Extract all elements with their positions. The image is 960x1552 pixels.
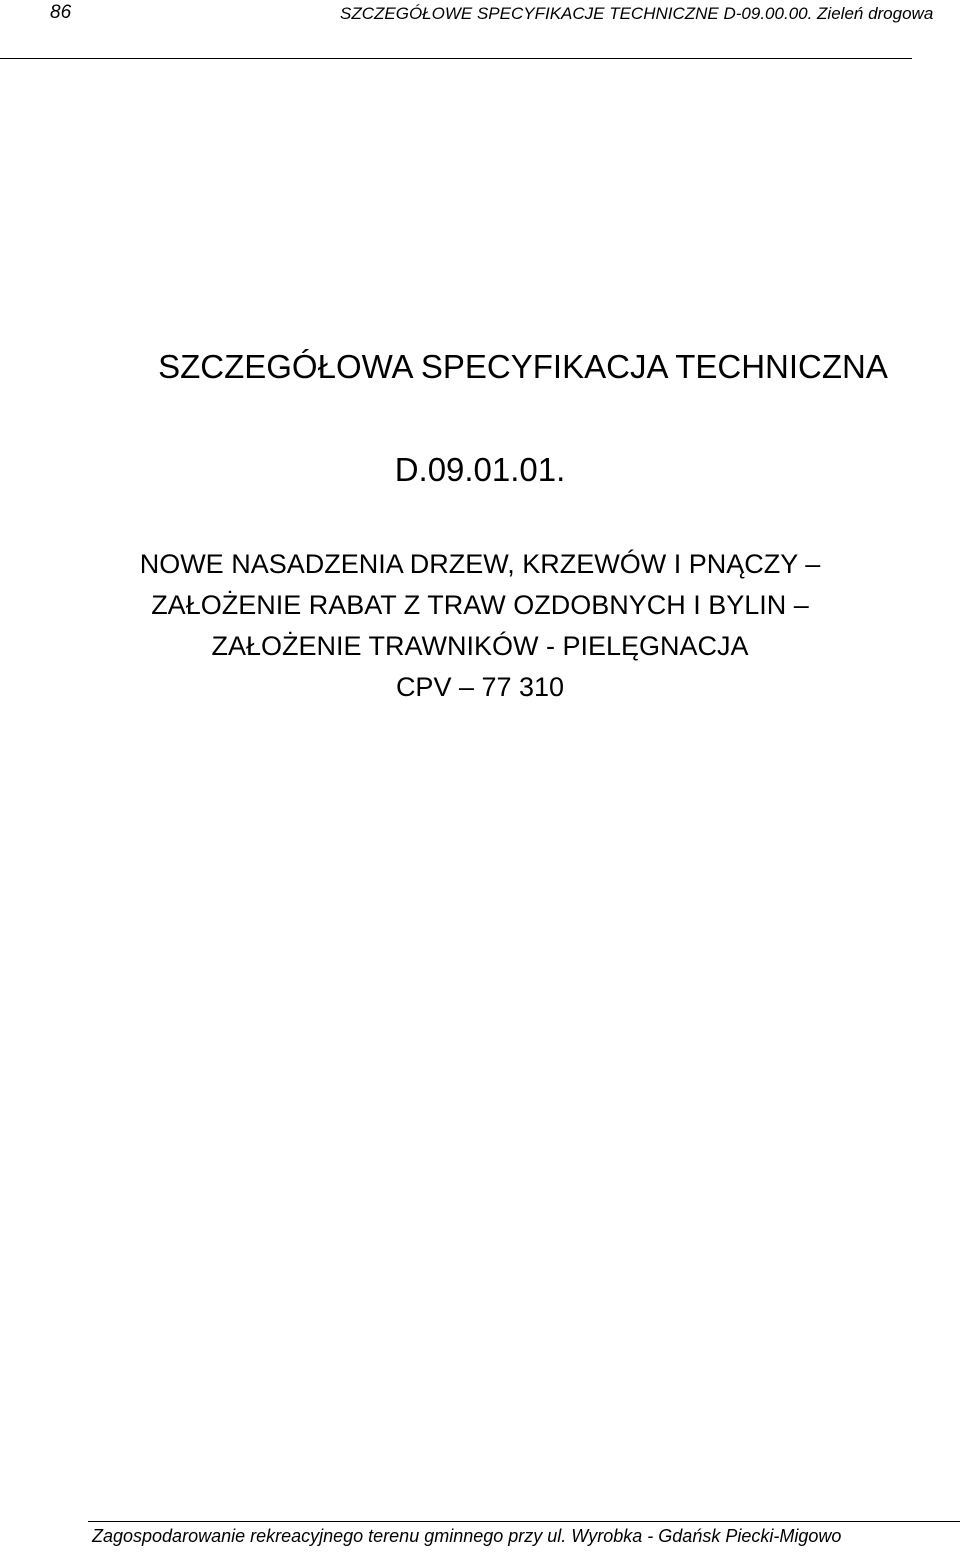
document-title: SZCZEGÓŁOWA SPECYFIKACJA TECHNICZNA xyxy=(158,348,888,385)
footer-divider xyxy=(88,1521,960,1522)
page-number: 86 xyxy=(50,2,72,23)
running-header-title: SZCZEGÓŁOWE SPECYFIKACJE TECHNICZNE D-09.00.00. Zieleń drogowa xyxy=(340,4,934,23)
subtitle-line: NOWE NASADZENIA DRZEW, KRZEWÓW I PNĄCZY – xyxy=(139,549,821,579)
document-code: D.09.01.01. xyxy=(394,451,566,488)
footer-text: Zagospodarowanie rekreacyjnego terenu gminnego przy ul. Wyrobka - Gdańsk Piecki-Migowo xyxy=(92,1526,842,1546)
subtitle-line: ZAŁOŻENIE TRAWNIKÓW - PIELĘGNACJA xyxy=(211,631,749,661)
document-subtitle xyxy=(0,544,960,708)
subtitle-line: ZAŁOŻENIE RABAT Z TRAW OZDOBNYCH I BYLIN – xyxy=(151,590,809,620)
header-divider xyxy=(0,58,912,59)
cpv-code: CPV – 77 310 xyxy=(395,672,565,702)
